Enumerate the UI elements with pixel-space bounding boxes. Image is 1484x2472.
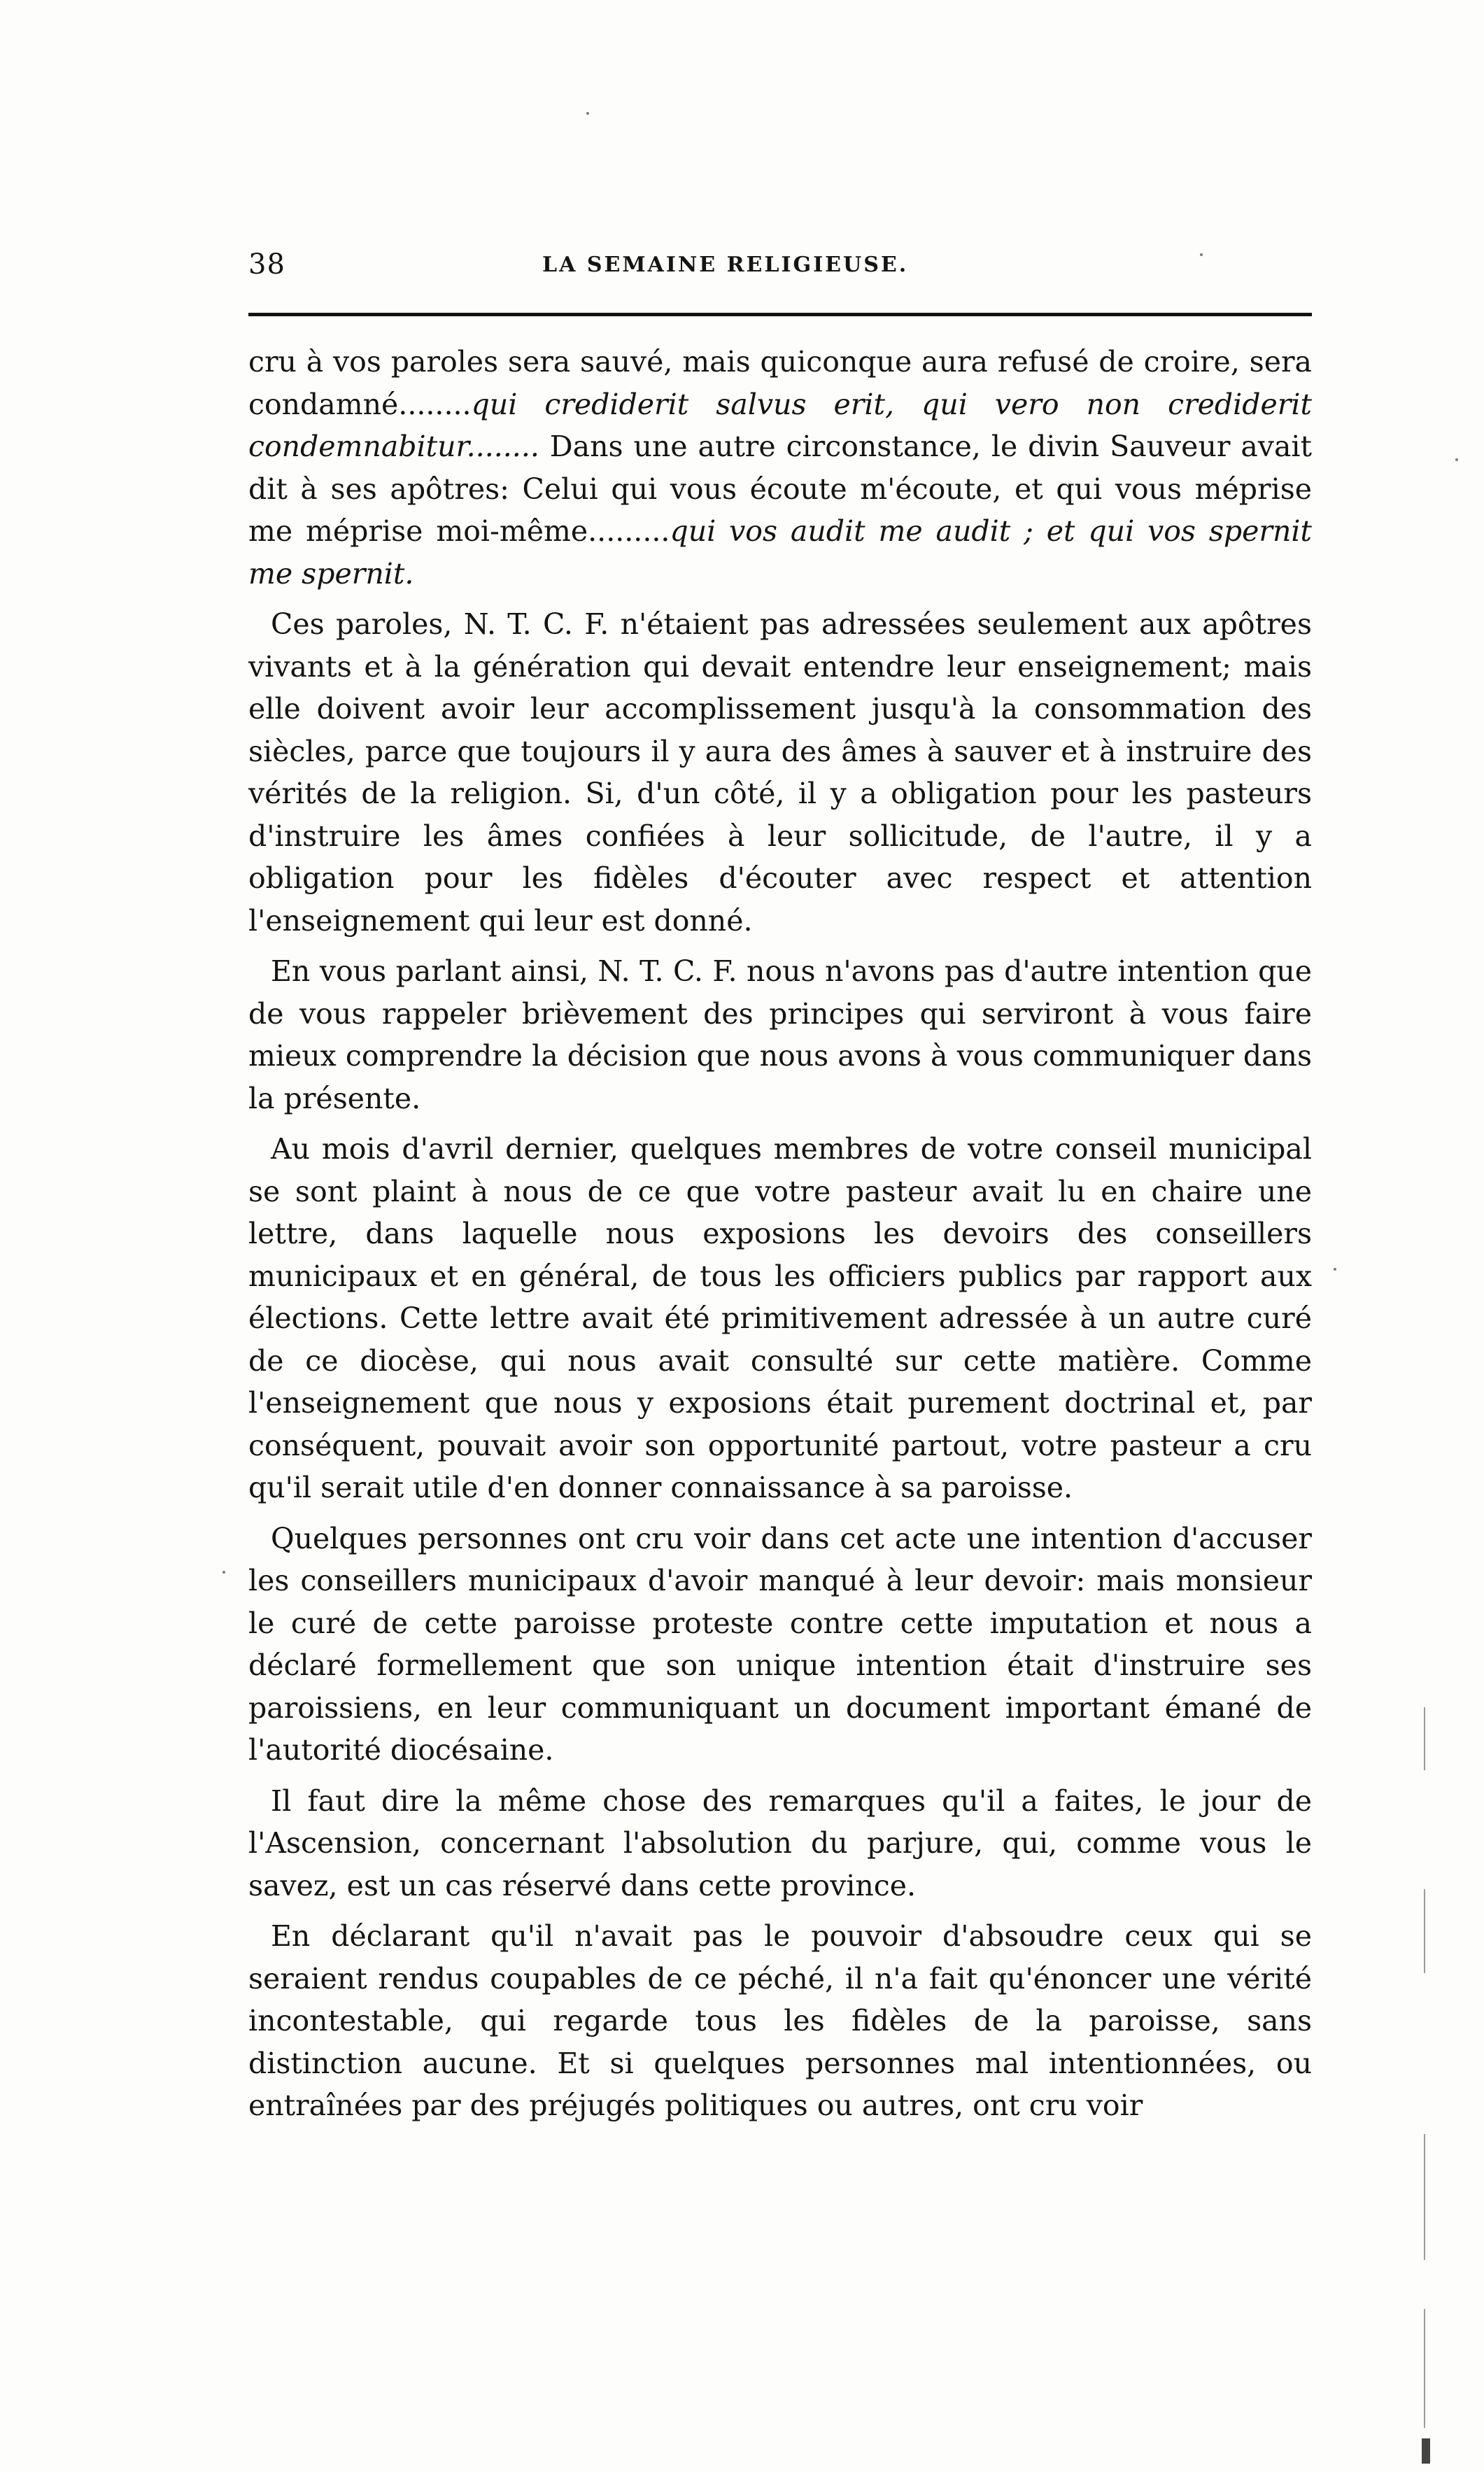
paragraph-3 [248, 950, 1312, 1120]
body-text [248, 341, 1312, 2135]
corner-scan-mark [1422, 2438, 1430, 2464]
scan-speck [1455, 458, 1458, 461]
paragraph-7-text: En déclarant qu'il n'avait pas le pouvoir d'absoudre ceux qui se seraient rendus coupables de ce péché, il n'a fait qu'énoncer une vérité incontestable, qui regarde tous les fidèles de la paroisse, sans distinction aucune. Et si quelques personnes mal intentionnées, ou entraînées par des préjugés politiques ou autres, ont cru voir [248, 1919, 1312, 2122]
margin-scan-line [1424, 1707, 1425, 1770]
scan-speck [222, 1571, 225, 1574]
paragraph-4 [248, 1128, 1312, 1509]
header-rule [248, 313, 1312, 316]
page-header [248, 248, 1312, 290]
margin-scan-line [1424, 2309, 1425, 2428]
paragraph-2 [248, 603, 1312, 942]
scan-speck [1334, 1268, 1336, 1271]
paragraph-6-text: Il faut dire la même chose des remarques qu'il a faites, le jour de l'Ascension, concernant l'absolution du parjure, qui, comme vous le savez, est un cas réservé dans cette province. [248, 1784, 1312, 1902]
margin-scan-line [1424, 1889, 1425, 1973]
paragraph-4-text: Au mois d'avril dernier, quelques membres de votre conseil municipal se sont plaint à nous de ce que votre pasteur avait lu en chaire une lettre, dans laquelle nous exposions les devoirs des conseillers municipaux et en général, de tous les officiers publics par rapport aux élections. Cette lettre avait été primitivement adressée à un autre curé de ce diocèse, qui nous avait consulté sur cette matière. Comme l'enseignement que nous y exposions était purement doctrinal et, par conséquent, pouvait avoir son opportunité partout, votre pasteur a cru qu'il serait utile d'en donner connaissance à sa paroisse. [248, 1132, 1312, 1504]
paragraph-5-text: Quelques personnes ont cru voir dans cet acte une intention d'accuser les conseillers municipaux d'avoir manqué à leur devoir: mais monsieur le curé de cette paroisse proteste contre cette imputation et nous a déclaré formellement que son unique intention était d'instruire ses paroissiens, en leur communiquant un document important émané de l'autorité diocésaine. [248, 1521, 1312, 1767]
paragraph-2-text: Ces paroles, N. T. C. F. n'étaient pas adressées seulement aux apôtres vivants et à la génération qui devait entendre leur enseignement; mais elle doivent avoir leur accomplissement jusqu'à la consommation des siècles, parce que toujours il y aura des âmes à sauver et à instruire des vérités de la religion. Si, d'un côté, il y a obligation pour les pasteurs d'instruire les âmes confiées à leur sollicitude, de l'autre, il y a obligation pour les fidèles d'écouter avec respect et attention l'enseignement qui leur est donné. [248, 607, 1312, 938]
paragraph-7 [248, 1915, 1312, 2127]
paragraph-1-part-1: cru à vos paroles sera sauvé, mais quiconque aura refusé de croire, sera condamné........ [248, 345, 1312, 421]
margin-scan-line [1424, 2134, 1425, 2260]
paragraph-1-latin-quote-1: qui crediderit salvus erit, qui vero non crediderit condemnabitur........ [248, 387, 1312, 463]
page-number: 38 [248, 248, 285, 281]
paragraph-1-part-3: Dans une autre circonstance, le divin Sauveur avait dit à ses apôtres: Celui qui vous écoute m'écoute, et qui vous méprise me méprise moi-même......... [248, 430, 1312, 548]
paragraph-6 [248, 1780, 1312, 1907]
running-title: LA SEMAINE RELIGIEUSE. [542, 253, 909, 277]
paragraph-5 [248, 1518, 1312, 1772]
paragraph-3-text: En vous parlant ainsi, N. T. C. F. nous n'avons pas d'autre intention que de vous rappeler brièvement des principes qui serviront à vous faire mieux comprendre la décision que nous avons à vous communiquer dans la présente. [248, 954, 1312, 1115]
scan-speck [586, 112, 589, 115]
paragraph-1-latin-quote-2: qui vos audit me audit ; et qui vos spernit me spernit. [248, 514, 1313, 591]
paragraph-1 [248, 341, 1312, 595]
scan-speck [1200, 253, 1203, 256]
